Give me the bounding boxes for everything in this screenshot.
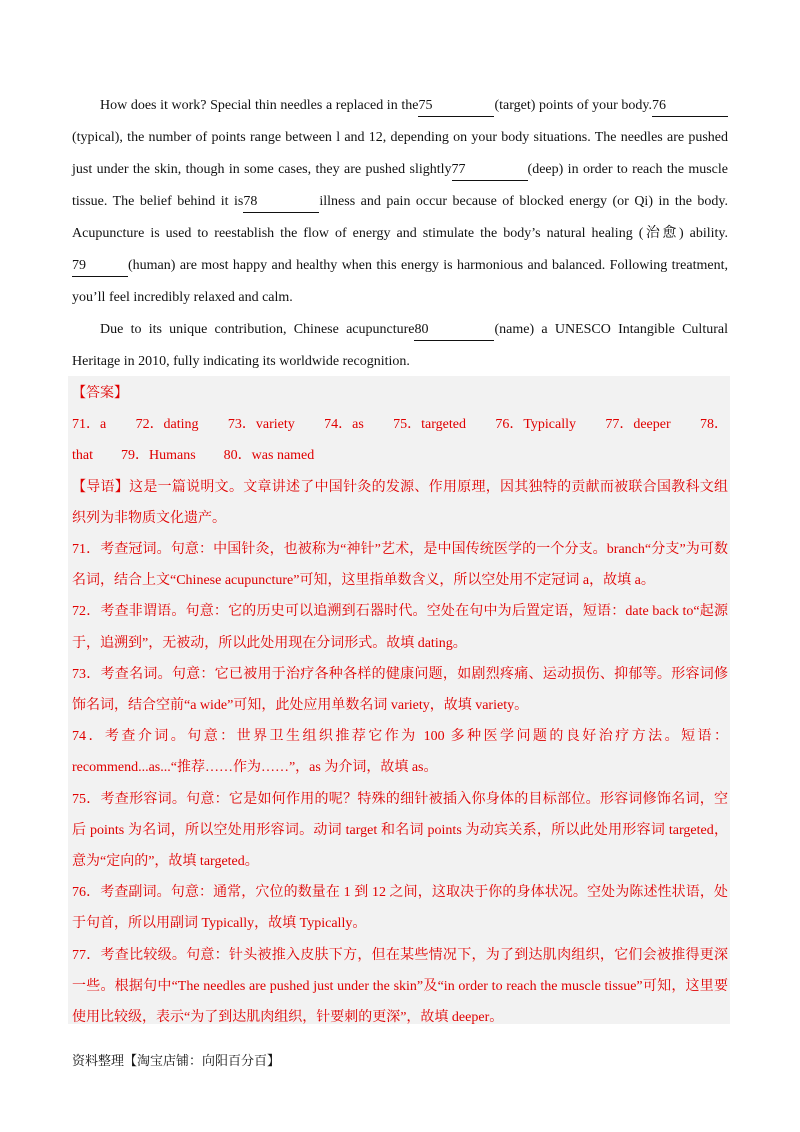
blank-80[interactable]: 80 (414, 320, 494, 341)
text-segment: (name) a UNESCO Intangible Cultural Heritage in 2010, fully indicating its worldwide recognition. (72, 322, 728, 369)
answer-item: 77．deeper (605, 417, 671, 433)
passage-paragraph-2 (72, 314, 728, 378)
blank-75[interactable]: 75 (418, 96, 494, 117)
blank-79[interactable]: 79 (72, 256, 128, 277)
text-segment: illness and pain occur because of blocked energy (or Qi) in the body. Acupuncture is used to reestablish the flow of energy and stimulate the body’s natural healing (治愈) ability. (72, 194, 728, 241)
answer-item: 80．was named (223, 448, 315, 464)
answer-item: 75．targeted (393, 417, 466, 433)
explanation-74: 74．考查介词。句意：世界卫生组织推荐它作为 100 多种医学问题的良好治疗方法。短语：recommend...as...“推荐……作为……”，as 为介词，故填 as。 (72, 729, 728, 776)
answer-item: that (72, 448, 93, 464)
guide-tag: 【导语】 (72, 479, 130, 495)
explanation-71: 71．考查冠词。句意：中国针灸，也被称为“神针”艺术，是中国传统医学的一个分支。branch“分支”为可数名词，结合上文“Chinese acupuncture”可知，这里指单数含义，所以空处用不定冠词 a，故填 a。 (72, 542, 728, 589)
guide-paragraph (72, 472, 728, 534)
answer-item: 72．dating (135, 417, 199, 433)
text-segment: (typical), the number of points range between l and 12, depending on your body situations. The needles are pushed just under the skin, though in some cases, they are pushed slightly (72, 130, 728, 177)
answer-item: 78． (700, 417, 728, 433)
explanation-75: 75．考查形容词。句意：它是如何作用的呢？特殊的细针被插入你身体的目标部位。形容词修饰名词，空后 points 为名词，所以空处用形容词。动词 target 和名词 points 为动宾关系，所以此处用形容词 targeted，意为“定向的”，故填 targeted。 (72, 791, 728, 870)
answer-item: 71．a (72, 417, 107, 433)
passage (72, 90, 728, 378)
blank-76[interactable]: 76 (652, 96, 728, 117)
explanation-73: 73．考查名词。句意：它已被用于治疗各种各样的健康问题，如剧烈疼痛、运动损伤、抑郁等。形容词修饰名词，结合空前“a wide”可知，此处应用单数名词 variety，故填 variety。 (72, 666, 728, 714)
answer-section (72, 378, 728, 1033)
answer-row-1 (72, 409, 728, 440)
guide-text: 这是一篇说明文。文章讲述了中国针灸的发源、作用原理，因其独特的贡献而被联合国教科文组织列为非物质文化遗产。 (72, 479, 729, 526)
answer-row-2 (72, 440, 728, 471)
passage-paragraph-1 (72, 90, 728, 314)
text-segment: (target) points of your body. (494, 98, 652, 113)
text-segment: (deep) in order to reach the muscle tissue. The belief behind it is (72, 162, 729, 209)
text-segment: (human) are most happy and healthy when this energy is harmonious and balanced. Following treatment, you’ll feel incredibly relaxed and calm. (72, 258, 728, 305)
blank-78[interactable]: 78 (243, 192, 319, 213)
answer-item: 76．Typically (495, 417, 576, 433)
text-segment: Due to its unique contribution, Chinese acupuncture (100, 322, 415, 337)
answer-item: 73．variety (227, 417, 295, 433)
explanation-77: 77．考查比较级。句意：针头被推入皮肤下方，但在某些情况下，为了到达肌肉组织，它们会被推得更深一些。根据句中“The needles are pushed just under the skin”及“in order to reach the muscle tissue”可知，这里要使用比较级，表示“为了到达肌肉组织，针要刺的更深”，故填 deeper。 (72, 947, 728, 1026)
answer-item: 74．as (324, 417, 364, 433)
page-footer: 资料整理【淘宝店铺：向阳百分百】 (72, 1054, 281, 1069)
answer-item: 79．Humans (121, 448, 196, 464)
text-segment: How does it work? Special thin needles a replaced in the (100, 98, 419, 113)
blank-77[interactable]: 77 (452, 160, 528, 181)
explanation-72: 72．考查非谓语。句意：它的历史可以追溯到石器时代。空处在句中为后置定语，短语：date back to“起源于，追溯到”，无被动，所以此处用现在分词形式。故填 dating。 (72, 604, 728, 651)
explanation-76: 76．考查副词。句意：通常，穴位的数量在 1 到 12 之间，这取决于你的身体状况。空处为陈述性状语，处于句首，所以用副词 Typically，故填 Typically。 (72, 885, 728, 932)
answer-heading: 【答案】 (72, 386, 128, 401)
